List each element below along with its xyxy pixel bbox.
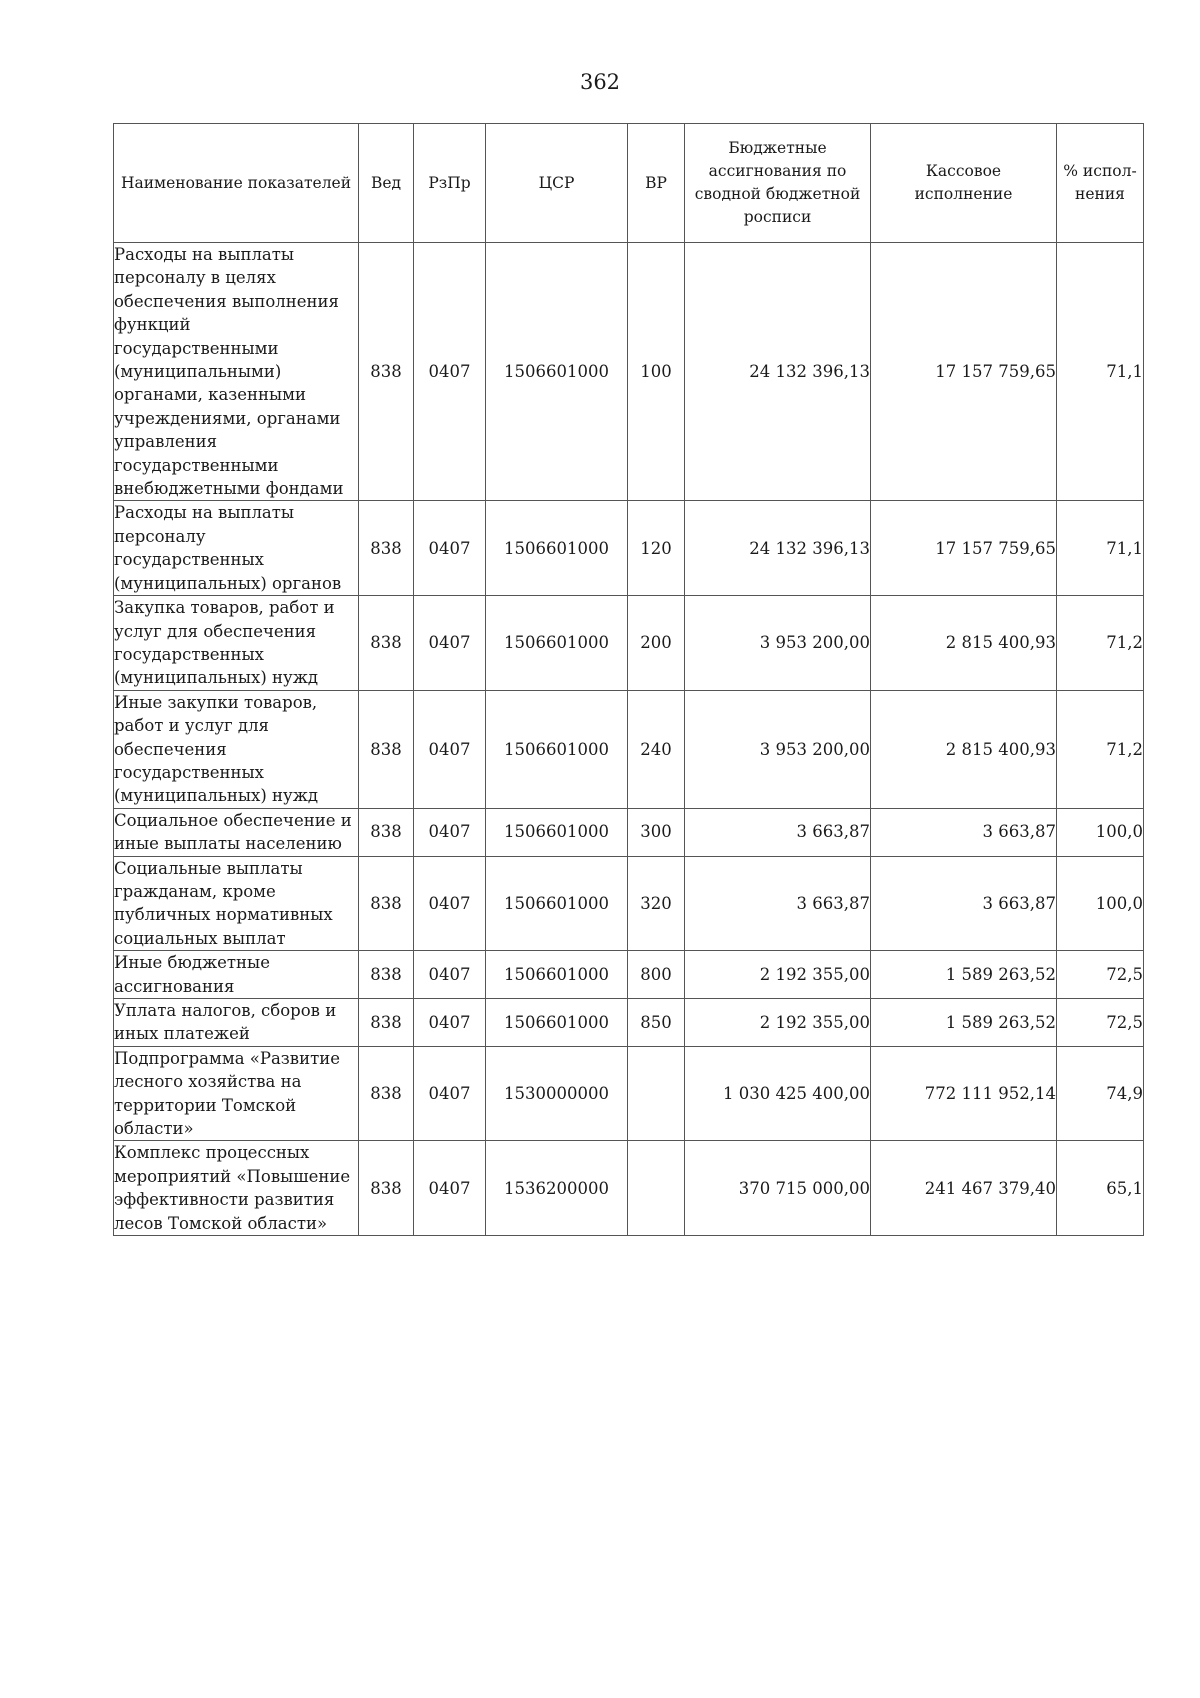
cell-percent: 71,2	[1057, 596, 1144, 691]
cell-assigned: 2 192 355,00	[685, 999, 871, 1047]
table-row	[114, 808, 1144, 856]
cell-rzpr: 0407	[414, 243, 486, 501]
cell-csr: 1506601000	[486, 596, 628, 691]
cell-assigned: 3 953 200,00	[685, 596, 871, 691]
table-row	[114, 856, 1144, 951]
cell-assigned: 3 953 200,00	[685, 690, 871, 808]
cell-vr	[628, 1141, 685, 1236]
cell-name: Расходы на выплаты персоналу государственных (муниципальных) органов	[114, 501, 359, 596]
cell-csr: 1506601000	[486, 999, 628, 1047]
cell-vr: 850	[628, 999, 685, 1047]
cell-ved: 838	[359, 1046, 414, 1141]
page-number: 362	[579, 70, 621, 94]
cell-ved: 838	[359, 856, 414, 951]
cell-csr: 1506601000	[486, 243, 628, 501]
header-rzpr: РзПр	[414, 124, 486, 243]
cell-name: Подпрограмма «Развитие лесного хозяйства на территории Томской области»	[114, 1046, 359, 1141]
cell-ved: 838	[359, 690, 414, 808]
cell-percent: 71,1	[1057, 243, 1144, 501]
table-row	[114, 1046, 1144, 1141]
cell-csr: 1536200000	[486, 1141, 628, 1236]
cell-percent: 65,1	[1057, 1141, 1144, 1236]
cell-name: Уплата налогов, сборов и иных платежей	[114, 999, 359, 1047]
cell-percent: 72,5	[1057, 999, 1144, 1047]
cell-ved: 838	[359, 951, 414, 999]
header-executed: Кассовое исполнение	[871, 124, 1057, 243]
cell-rzpr: 0407	[414, 856, 486, 951]
cell-name: Комплекс процессных мероприятий «Повышение эффективности развития лесов Томской области»	[114, 1141, 359, 1236]
cell-name: Закупка товаров, работ и услуг для обеспечения государственных (муниципальных) нужд	[114, 596, 359, 691]
cell-name: Расходы на выплаты персоналу в целях обеспечения выполнения функций государственными (муниципальными) органами, казенными учреждениями, органами управления государственными внебюджетными фондами	[114, 243, 359, 501]
cell-percent: 100,0	[1057, 808, 1144, 856]
cell-rzpr: 0407	[414, 951, 486, 999]
table-row	[114, 690, 1144, 808]
cell-vr: 120	[628, 501, 685, 596]
table-row	[114, 999, 1144, 1047]
cell-executed: 772 111 952,14	[871, 1046, 1057, 1141]
cell-rzpr: 0407	[414, 501, 486, 596]
cell-percent: 71,1	[1057, 501, 1144, 596]
cell-assigned: 1 030 425 400,00	[685, 1046, 871, 1141]
cell-executed: 1 589 263,52	[871, 951, 1057, 999]
cell-executed: 2 815 400,93	[871, 690, 1057, 808]
cell-executed: 17 157 759,65	[871, 243, 1057, 501]
cell-assigned: 3 663,87	[685, 856, 871, 951]
cell-assigned: 24 132 396,13	[685, 501, 871, 596]
cell-assigned: 24 132 396,13	[685, 243, 871, 501]
cell-rzpr: 0407	[414, 1141, 486, 1236]
cell-name: Социальные выплаты гражданам, кроме публичных нормативных социальных выплат	[114, 856, 359, 951]
cell-rzpr: 0407	[414, 808, 486, 856]
cell-ved: 838	[359, 243, 414, 501]
cell-name: Иные бюджетные ассигнования	[114, 951, 359, 999]
cell-name: Социальное обеспечение и иные выплаты населению	[114, 808, 359, 856]
header-percent: % испол-нения	[1057, 124, 1144, 243]
cell-rzpr: 0407	[414, 999, 486, 1047]
cell-percent: 72,5	[1057, 951, 1144, 999]
cell-rzpr: 0407	[414, 690, 486, 808]
cell-executed: 2 815 400,93	[871, 596, 1057, 691]
cell-ved: 838	[359, 596, 414, 691]
cell-ved: 838	[359, 999, 414, 1047]
cell-executed: 3 663,87	[871, 856, 1057, 951]
cell-name: Иные закупки товаров, работ и услуг для обеспечения государственных (муниципальных) нужд	[114, 690, 359, 808]
cell-vr	[628, 1046, 685, 1141]
cell-ved: 838	[359, 501, 414, 596]
cell-vr: 320	[628, 856, 685, 951]
table-row	[114, 951, 1144, 999]
cell-csr: 1530000000	[486, 1046, 628, 1141]
cell-executed: 241 467 379,40	[871, 1141, 1057, 1236]
cell-csr: 1506601000	[486, 808, 628, 856]
cell-vr: 100	[628, 243, 685, 501]
cell-csr: 1506601000	[486, 951, 628, 999]
cell-executed: 3 663,87	[871, 808, 1057, 856]
cell-percent: 71,2	[1057, 690, 1144, 808]
cell-ved: 838	[359, 808, 414, 856]
cell-executed: 17 157 759,65	[871, 501, 1057, 596]
table-row	[114, 1141, 1144, 1236]
header-name: Наименование показателей	[114, 124, 359, 243]
table-row	[114, 501, 1144, 596]
cell-vr: 200	[628, 596, 685, 691]
cell-executed: 1 589 263,52	[871, 999, 1057, 1047]
cell-vr: 240	[628, 690, 685, 808]
cell-csr: 1506601000	[486, 690, 628, 808]
header-vr: ВР	[628, 124, 685, 243]
budget-table	[113, 123, 1144, 1236]
cell-assigned: 2 192 355,00	[685, 951, 871, 999]
cell-percent: 74,9	[1057, 1046, 1144, 1141]
header-csr: ЦСР	[486, 124, 628, 243]
table-row	[114, 243, 1144, 501]
cell-vr: 300	[628, 808, 685, 856]
cell-assigned: 3 663,87	[685, 808, 871, 856]
header-assigned: Бюджетные ассигнования по сводной бюджетной росписи	[685, 124, 871, 243]
header-row	[114, 124, 1144, 243]
cell-percent: 100,0	[1057, 856, 1144, 951]
cell-vr: 800	[628, 951, 685, 999]
cell-csr: 1506601000	[486, 501, 628, 596]
table-row	[114, 596, 1144, 691]
cell-ved: 838	[359, 1141, 414, 1236]
cell-csr: 1506601000	[486, 856, 628, 951]
cell-rzpr: 0407	[414, 1046, 486, 1141]
cell-assigned: 370 715 000,00	[685, 1141, 871, 1236]
header-ved: Вед	[359, 124, 414, 243]
cell-rzpr: 0407	[414, 596, 486, 691]
